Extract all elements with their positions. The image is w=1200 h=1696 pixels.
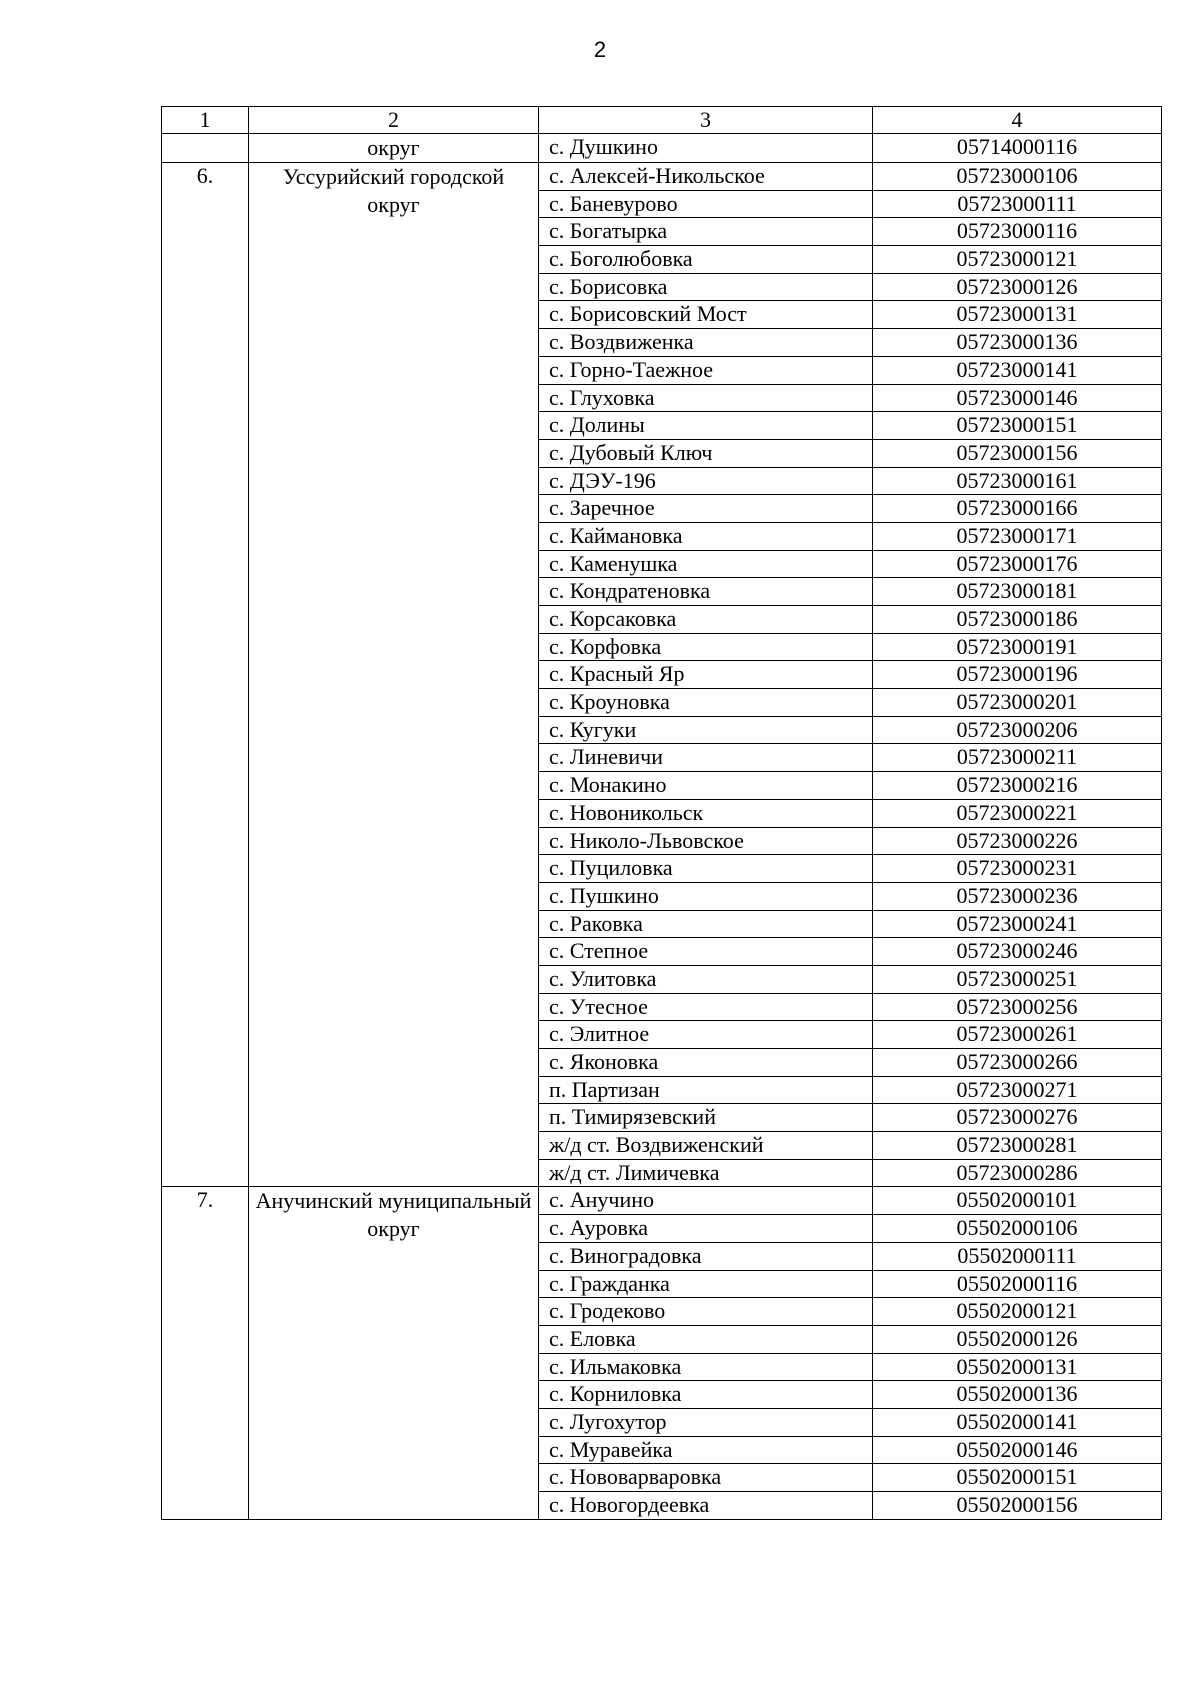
column-header: 3 bbox=[539, 107, 873, 134]
oktmo-code: 05502000131 bbox=[873, 1353, 1162, 1381]
oktmo-code: 05723000251 bbox=[873, 965, 1162, 993]
table-row bbox=[162, 1187, 1162, 1215]
oktmo-code: 05723000246 bbox=[873, 938, 1162, 966]
settlement-name: с. Каймановка bbox=[539, 522, 873, 550]
district-number: 7. bbox=[162, 1187, 249, 1519]
oktmo-code: 05723000131 bbox=[873, 301, 1162, 329]
settlement-name: с. Горно-Таежное bbox=[539, 356, 873, 384]
oktmo-code: 05723000256 bbox=[873, 993, 1162, 1021]
settlement-name: с. Алексей-Никольское bbox=[539, 163, 873, 191]
oktmo-code: 05723000161 bbox=[873, 467, 1162, 495]
settlement-name: с. Воздвиженка bbox=[539, 329, 873, 357]
oktmo-code: 05723000216 bbox=[873, 772, 1162, 800]
settlement-name: с. Борисовка bbox=[539, 273, 873, 301]
oktmo-code: 05502000106 bbox=[873, 1215, 1162, 1243]
district-number: 6. bbox=[162, 163, 249, 1187]
oktmo-code: 05502000136 bbox=[873, 1381, 1162, 1409]
settlement-name: с. Анучино bbox=[539, 1187, 873, 1215]
oktmo-code: 05502000121 bbox=[873, 1298, 1162, 1326]
oktmo-code: 05502000116 bbox=[873, 1270, 1162, 1298]
oktmo-code: 05502000101 bbox=[873, 1187, 1162, 1215]
oktmo-code: 05723000286 bbox=[873, 1159, 1162, 1187]
settlement-name: с. Улитовка bbox=[539, 965, 873, 993]
settlement-name: с. Нововарваровка bbox=[539, 1464, 873, 1492]
oktmo-code: 05723000176 bbox=[873, 550, 1162, 578]
oktmo-code: 05723000226 bbox=[873, 827, 1162, 855]
oktmo-code: 05723000121 bbox=[873, 246, 1162, 274]
district-name: Анучинский муниципальный округ bbox=[249, 1187, 539, 1519]
oktmo-code: 05723000221 bbox=[873, 799, 1162, 827]
settlement-name: с. Раковка bbox=[539, 910, 873, 938]
oktmo-code: 05723000231 bbox=[873, 855, 1162, 883]
settlements-table bbox=[161, 106, 1162, 1520]
settlement-name: с. Лугохутор bbox=[539, 1408, 873, 1436]
oktmo-code: 05723000171 bbox=[873, 522, 1162, 550]
oktmo-code: 05723000196 bbox=[873, 661, 1162, 689]
settlement-name: с. Монакино bbox=[539, 772, 873, 800]
settlement-name: с. Утесное bbox=[539, 993, 873, 1021]
oktmo-code: 05723000276 bbox=[873, 1104, 1162, 1132]
oktmo-code: 05723000166 bbox=[873, 495, 1162, 523]
oktmo-code: 05723000111 bbox=[873, 190, 1162, 218]
oktmo-code: 05502000111 bbox=[873, 1242, 1162, 1270]
table-row bbox=[162, 134, 1162, 163]
oktmo-code: 05723000181 bbox=[873, 578, 1162, 606]
settlement-name: с. Виноградовка bbox=[539, 1242, 873, 1270]
oktmo-code: 05723000146 bbox=[873, 384, 1162, 412]
oktmo-code: 05723000241 bbox=[873, 910, 1162, 938]
settlement-name: с. Каменушка bbox=[539, 550, 873, 578]
oktmo-code: 05723000156 bbox=[873, 439, 1162, 467]
oktmo-code: 05502000141 bbox=[873, 1408, 1162, 1436]
header-row bbox=[162, 107, 1162, 134]
settlement-name: с. Новогордеевка bbox=[539, 1492, 873, 1520]
table-row bbox=[162, 163, 1162, 191]
settlement-name: с. Элитное bbox=[539, 1021, 873, 1049]
settlement-name: с. Корфовка bbox=[539, 633, 873, 661]
settlement-name: с. Кроуновка bbox=[539, 689, 873, 717]
oktmo-code: 05723000236 bbox=[873, 882, 1162, 910]
page-number: 2 bbox=[593, 37, 607, 62]
settlement-name: с. Ильмаковка bbox=[539, 1353, 873, 1381]
oktmo-code: 05723000201 bbox=[873, 689, 1162, 717]
settlement-name: с. Муравейка bbox=[539, 1436, 873, 1464]
settlement-name: с. Новоникольск bbox=[539, 799, 873, 827]
oktmo-code: 05723000186 bbox=[873, 606, 1162, 634]
settlement-name: п. Тимирязевский bbox=[539, 1104, 873, 1132]
settlement-name: с. Красный Яр bbox=[539, 661, 873, 689]
oktmo-code: 05723000116 bbox=[873, 218, 1162, 246]
settlement-name: ж/д ст. Воздвиженский bbox=[539, 1132, 873, 1160]
settlement-name: с. Гражданка bbox=[539, 1270, 873, 1298]
settlement-name: с. Долины bbox=[539, 412, 873, 440]
oktmo-code: 05502000151 bbox=[873, 1464, 1162, 1492]
settlement-name: с. Баневурово bbox=[539, 190, 873, 218]
oktmo-code: 05502000146 bbox=[873, 1436, 1162, 1464]
settlement-name: с. Кугуки bbox=[539, 716, 873, 744]
settlement-name: с. Гродеково bbox=[539, 1298, 873, 1326]
settlement-name: с. Дубовый Ключ bbox=[539, 439, 873, 467]
district-name: Уссурийский городской округ bbox=[249, 163, 539, 1187]
oktmo-code: 05714000116 bbox=[873, 134, 1162, 163]
settlement-name: с. Борисовский Мост bbox=[539, 301, 873, 329]
oktmo-code: 05723000271 bbox=[873, 1076, 1162, 1104]
oktmo-code: 05502000156 bbox=[873, 1492, 1162, 1520]
settlement-name: с. Яконовка bbox=[539, 1049, 873, 1077]
settlement-name: с. Корсаковка bbox=[539, 606, 873, 634]
settlement-name: с. Заречное bbox=[539, 495, 873, 523]
settlement-name: с. Николо-Львовское bbox=[539, 827, 873, 855]
settlement-name: с. Еловка bbox=[539, 1325, 873, 1353]
oktmo-code: 05502000126 bbox=[873, 1325, 1162, 1353]
settlement-name: п. Партизан bbox=[539, 1076, 873, 1104]
oktmo-code: 05723000151 bbox=[873, 412, 1162, 440]
column-header: 4 bbox=[873, 107, 1162, 134]
column-header: 1 bbox=[162, 107, 249, 134]
settlement-name: с. Линевичи bbox=[539, 744, 873, 772]
settlement-name: с. Корниловка bbox=[539, 1381, 873, 1409]
oktmo-code: 05723000206 bbox=[873, 716, 1162, 744]
oktmo-code: 05723000136 bbox=[873, 329, 1162, 357]
settlement-name: с. Степное bbox=[539, 938, 873, 966]
oktmo-code: 05723000266 bbox=[873, 1049, 1162, 1077]
settlement-name: с. Глуховка bbox=[539, 384, 873, 412]
settlement-name: с. Ауровка bbox=[539, 1215, 873, 1243]
settlement-name: ж/д ст. Лимичевка bbox=[539, 1159, 873, 1187]
oktmo-code: 05723000141 bbox=[873, 356, 1162, 384]
oktmo-code: 05723000106 bbox=[873, 163, 1162, 191]
settlement-name: с. Пуциловка bbox=[539, 855, 873, 883]
settlement-name: с. Пушкино bbox=[539, 882, 873, 910]
oktmo-code: 05723000126 bbox=[873, 273, 1162, 301]
district-number bbox=[162, 134, 249, 163]
oktmo-code: 05723000261 bbox=[873, 1021, 1162, 1049]
table-body bbox=[162, 107, 1162, 1520]
district-name: округ bbox=[249, 134, 539, 163]
settlement-name: с. Кондратеновка bbox=[539, 578, 873, 606]
settlement-name: с. Богатырка bbox=[539, 218, 873, 246]
oktmo-code: 05723000191 bbox=[873, 633, 1162, 661]
settlement-name: с. Боголюбовка bbox=[539, 246, 873, 274]
settlement-name: с. Душкино bbox=[539, 134, 873, 163]
settlement-name: с. ДЭУ-196 bbox=[539, 467, 873, 495]
oktmo-code: 05723000281 bbox=[873, 1132, 1162, 1160]
column-header: 2 bbox=[249, 107, 539, 134]
oktmo-code: 05723000211 bbox=[873, 744, 1162, 772]
